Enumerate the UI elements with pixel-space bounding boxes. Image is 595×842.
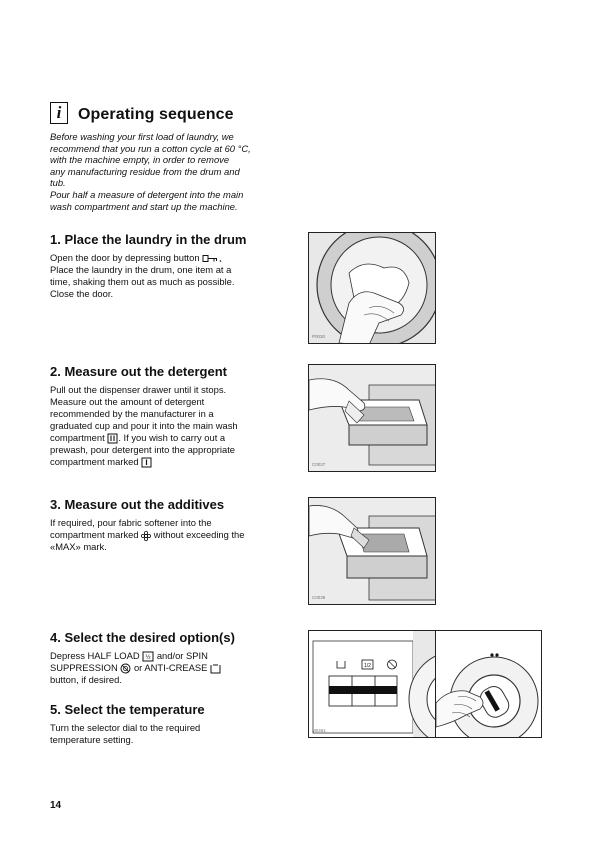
section-line: prewash, pour detergent into the appropriate	[50, 444, 236, 456]
section-line: recommended by the manufacturer in a	[50, 408, 214, 419]
door-button-icon	[202, 254, 224, 263]
section-line: Turn the selector dial to the required	[50, 722, 201, 733]
figure-code: C0038	[312, 595, 326, 600]
intro-line: wash compartment and start up the machine.	[50, 200, 238, 212]
section-line: compartment . If you wish to carry out a	[50, 432, 226, 443]
section-1-heading: 1. Place the laundry in the drum	[50, 232, 247, 247]
intro-line: any manufacturing residue from the drum and	[50, 165, 240, 177]
dial-illustration	[436, 631, 542, 738]
section-line: time, shaking them out as much as possible.	[50, 276, 235, 287]
section-line: compartment marked	[50, 456, 290, 468]
intro-line: Before washing your first load of laundry, we	[50, 131, 234, 142]
softener-icon	[141, 531, 151, 541]
section-3-heading: 3. Measure out the additives	[50, 497, 225, 512]
section-line: button, if desired.	[50, 674, 122, 686]
figure-control-panel	[308, 630, 436, 738]
drum-illustration	[309, 233, 436, 344]
info-icon: i	[50, 102, 68, 124]
section-line: graduated cup and pour it into the main wash	[50, 420, 238, 431]
section-1-text	[50, 252, 290, 300]
figure-laundry-drum	[308, 232, 436, 344]
section-line: Pull out the dispenser drawer until it stops.	[50, 384, 227, 395]
figure-code: C0037	[312, 462, 326, 467]
section-line: «MAX» mark.	[50, 541, 107, 552]
section-5-heading: 5. Select the temperature	[50, 702, 205, 717]
section-5-text	[50, 722, 290, 746]
main-wash-icon	[107, 433, 118, 444]
section-line: Measure out the amount of detergent	[50, 396, 205, 407]
section-4-text	[50, 650, 290, 686]
section-line: Open the door by depressing button	[50, 252, 290, 264]
section-line: temperature setting.	[50, 734, 134, 745]
half-load-panel-label: 1/2	[364, 663, 371, 669]
figure-code: P0030	[312, 334, 326, 339]
additives-illustration	[309, 498, 436, 605]
intro-line: Pour half a measure of detergent into the main	[50, 188, 244, 200]
control-panel-illustration	[309, 631, 436, 738]
figure-code: M0461	[312, 728, 326, 733]
section-line: compartment marked without exceeding the	[50, 529, 245, 540]
figure-selector-dial	[436, 630, 542, 738]
intro-paragraph	[50, 131, 290, 212]
intro-line: tub.	[50, 177, 66, 189]
section-2-text	[50, 384, 290, 468]
figure-additives-drawer	[308, 497, 436, 605]
figure-detergent-drawer	[308, 364, 436, 472]
spin-suppression-icon	[120, 663, 131, 674]
section-line: If required, pour fabric softener into the	[50, 517, 212, 528]
half-load-icon	[142, 651, 154, 662]
section-4-heading: 4. Select the desired option(s)	[50, 630, 235, 645]
page-title: Operating sequence	[78, 106, 234, 123]
section-2-heading: 2. Measure out the detergent	[50, 364, 227, 379]
intro-line: recommend that you run a cotton cycle at 60 °C,	[50, 142, 251, 154]
intro-line: with the machine empty, in order to remove	[50, 154, 230, 166]
section-3-text	[50, 517, 290, 553]
section-line: Depress HALF LOAD ½ and/or SPIN	[50, 650, 208, 662]
drawer-illustration	[309, 365, 436, 472]
section-line: SUPPRESSION or ANTI-CREASE	[50, 662, 290, 674]
prewash-icon	[141, 457, 152, 468]
svg-text:½: ½	[145, 655, 151, 662]
section-line: Place the laundry in the drum, one item at a	[50, 264, 232, 275]
anti-crease-icon	[210, 663, 221, 674]
page-number: 14	[50, 800, 62, 811]
section-line: Close the door.	[50, 288, 114, 299]
